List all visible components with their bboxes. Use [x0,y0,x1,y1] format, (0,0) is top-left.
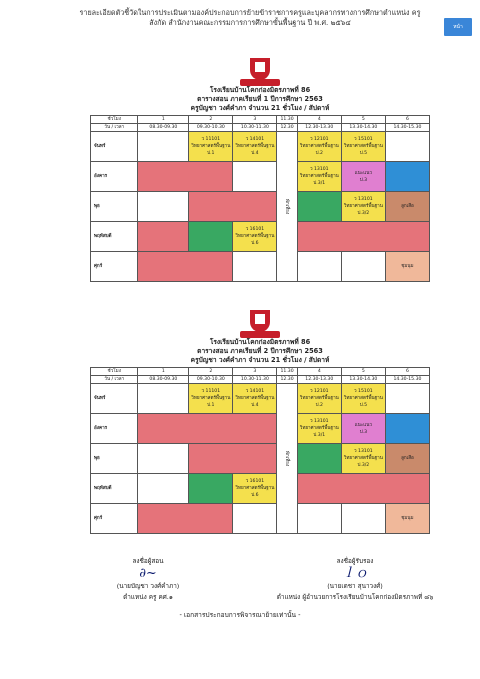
empty-slot [297,504,341,534]
day-label: พฤหัสบดี [91,222,138,252]
header-cell: 09.30-10.30 [189,124,233,132]
header-cell: 09.30-10.30 [189,376,233,384]
table-row [91,132,430,162]
class-slot: ชุมนุม [385,252,429,282]
table-row [91,162,430,192]
signature-title: ลงชื่อผู้รับรอง [336,557,374,565]
schedule-term-2 [90,310,430,534]
teacher-signature-block [88,556,208,603]
class-slot: ว 13101 วิทยาศาสตร์พื้นฐาน ป.3/2 [341,192,385,222]
empty-slot [138,384,189,414]
empty-slot [341,252,385,282]
table-row [91,252,430,282]
signature-scrawl-icon: ｌｏ [341,566,368,581]
class-slot: ว 13101 วิทยาศาสตร์พื้นฐาน ป.3/1 [297,414,341,444]
class-slot: ว 14101 วิทยาศาสตร์พื้นฐาน ป.4 [233,384,277,414]
header-cell: 11.30 [277,368,297,376]
duty-slot [138,504,233,534]
signer-position: ตำแหน่ง ครู คศ.๑ [123,593,173,601]
timetable [90,367,430,534]
empty-slot [385,132,429,162]
day-label: พฤหัสบดี [91,474,138,504]
duty-slot [138,222,189,252]
class-slot: ว 14101 วิทยาศาสตร์พื้นฐาน ป.4 [233,132,277,162]
duty-slot [138,414,277,444]
table-row [91,222,430,252]
class-slot: ว 16101 วิทยาศาสตร์พื้นฐาน ป.6 [233,474,277,504]
class-slot [189,222,233,252]
header-cell: 14.30-15.30 [385,124,429,132]
header-line-1: รายละเอียดตัวชี้วัดในการประเมินตามองค์ประกอบการย้ายข้าราชการครูและบุคลากรทางการศึกษาตำแหน่ง ครู [79,8,421,17]
header-row-hours [91,116,430,124]
day-label: พุธ [91,444,138,474]
document-header [60,8,440,28]
duty-slot [189,444,277,474]
class-slot: ว 11101 วิทยาศาสตร์พื้นฐาน ป.1 [189,384,233,414]
empty-slot [233,252,277,282]
header-cell: 10.30-11.30 [233,124,277,132]
header-cell: 3 [233,116,277,124]
header-cell: 11.30 [277,116,297,124]
page-corner-tab[interactable]: หน้า [444,18,472,36]
header-row-hours [91,368,430,376]
header-cell: 1 [138,116,189,124]
class-slot: ว 11101 วิทยาศาสตร์พื้นฐาน ป.1 [189,132,233,162]
empty-slot [138,132,189,162]
header-row-times [91,124,430,132]
day-label: พุธ [91,192,138,222]
header-cell: 4 [297,116,341,124]
header-cell: 13.30-14.30 [341,376,385,384]
class-slot: ว 15101 วิทยาศาสตร์พื้นฐาน ป.5 [341,132,385,162]
lunch-break: พักเที่ยง [277,132,297,282]
duty-slot [297,222,429,252]
empty-slot [138,444,189,474]
teacher-line: ครูบัญชา วงศ์คำภา จำนวน 21 ชั่วโมง / สัปดาห์ [190,104,330,112]
day-label: จันทร์ [91,132,138,162]
class-slot: แนะแนว ป.3 [341,414,385,444]
class-slot: ลูกเสือ [385,192,429,222]
class-slot [189,474,233,504]
table-row [91,474,430,504]
table-row [91,414,430,444]
signer-name: (นายเดชา สุนาวงศ์) [327,582,383,590]
duty-slot [138,252,233,282]
day-label: ศุกร์ [91,504,138,534]
header-cell: 12.30-13.30 [297,124,341,132]
school-name: โรงเรียนบ้านโคกก่องมิตรภาพที่ 86 [209,86,311,94]
schedule-term-1 [90,58,430,282]
term-title: ตารางสอน ภาคเรียนที่ 1 ปีการศึกษา 2563 [197,95,323,103]
timetable [90,115,430,282]
header-cell: 12.30 [277,124,297,132]
header-cell: ชั่วโมง [91,368,138,376]
document-footer: - เอกสารประกอบการพิจารณาย้ายเท่านั้น - [179,611,301,619]
empty-slot [138,192,189,222]
class-slot: ลูกเสือ [385,444,429,474]
class-slot [297,192,341,222]
header-cell: 08.30-09.30 [138,124,189,132]
class-slot: ว 12101 วิทยาศาสตร์พื้นฐาน ป.2 [297,384,341,414]
signer-name: (นายบัญชา วงศ์คำภา) [116,582,180,590]
header-cell: 14.30-15.30 [385,376,429,384]
header-cell: 10.30-11.30 [233,376,277,384]
header-cell: 12.30 [277,376,297,384]
class-slot: ว 13101 วิทยาศาสตร์พื้นฐาน ป.3/2 [341,444,385,474]
class-slot: ว 12101 วิทยาศาสตร์พื้นฐาน ป.2 [297,132,341,162]
class-slot [385,162,429,192]
header-cell: วัน / เวลา [91,124,138,132]
table-row [91,504,430,534]
header-cell: 12.30-13.30 [297,376,341,384]
director-signature-block [250,556,460,603]
table-row [91,384,430,414]
header-cell: 08.30-09.30 [138,376,189,384]
term-title: ตารางสอน ภาคเรียนที่ 2 ปีการศึกษา 2563 [197,347,323,355]
class-slot [297,444,341,474]
school-logo-icon [240,310,280,338]
header-cell: 2 [189,116,233,124]
duty-slot [297,474,429,504]
class-slot: ชุมนุม [385,504,429,534]
day-label: อังคาร [91,414,138,444]
empty-slot [385,384,429,414]
class-slot: ว 13101 วิทยาศาสตร์พื้นฐาน ป.3/1 [297,162,341,192]
school-name: โรงเรียนบ้านโคกก่องมิตรภาพที่ 86 [209,338,311,346]
signature-scrawl-icon: ∂~ [139,566,157,581]
duty-slot [189,192,277,222]
header-cell: 5 [341,368,385,376]
header-cell: วัน / เวลา [91,376,138,384]
header-line-2: สังกัด สำนักงานคณะกรรมการการศึกษาขั้นพื้นฐาน ปี พ.ศ. ๒๕๖๔ [149,18,351,27]
class-slot: ว 16101 วิทยาศาสตร์พื้นฐาน ป.6 [233,222,277,252]
header-cell: 2 [189,368,233,376]
header-cell: 1 [138,368,189,376]
class-slot: ว 15101 วิทยาศาสตร์พื้นฐาน ป.5 [341,384,385,414]
header-cell: ชั่วโมง [91,116,138,124]
header-cell: 6 [385,368,429,376]
header-cell: 6 [385,116,429,124]
duty-slot [138,162,233,192]
table-row [91,444,430,474]
teacher-line: ครูบัญชา วงศ์คำภา จำนวน 21 ชั่วโมง / สัปดาห์ [190,356,330,364]
day-label: ศุกร์ [91,252,138,282]
empty-slot [297,252,341,282]
lunch-break: พักเที่ยง [277,384,297,534]
header-cell: 4 [297,368,341,376]
empty-slot [341,504,385,534]
signature-title: ลงชื่อผู้สอน [132,557,164,565]
empty-slot [233,162,277,192]
header-cell: 13.30-14.30 [341,124,385,132]
class-slot: แนะแนว ป.3 [341,162,385,192]
empty-slot [138,474,189,504]
class-slot [385,414,429,444]
empty-slot [233,504,277,534]
header-cell: 5 [341,116,385,124]
school-logo-icon [240,58,280,86]
header-row-times [91,376,430,384]
table-row [91,192,430,222]
day-label: จันทร์ [91,384,138,414]
signer-position: ตำแหน่ง ผู้อำนวยการโรงเรียนบ้านโคกก่องมิตรภาพที่ ๘๖ [276,593,434,601]
day-label: อังคาร [91,162,138,192]
header-cell: 3 [233,368,277,376]
